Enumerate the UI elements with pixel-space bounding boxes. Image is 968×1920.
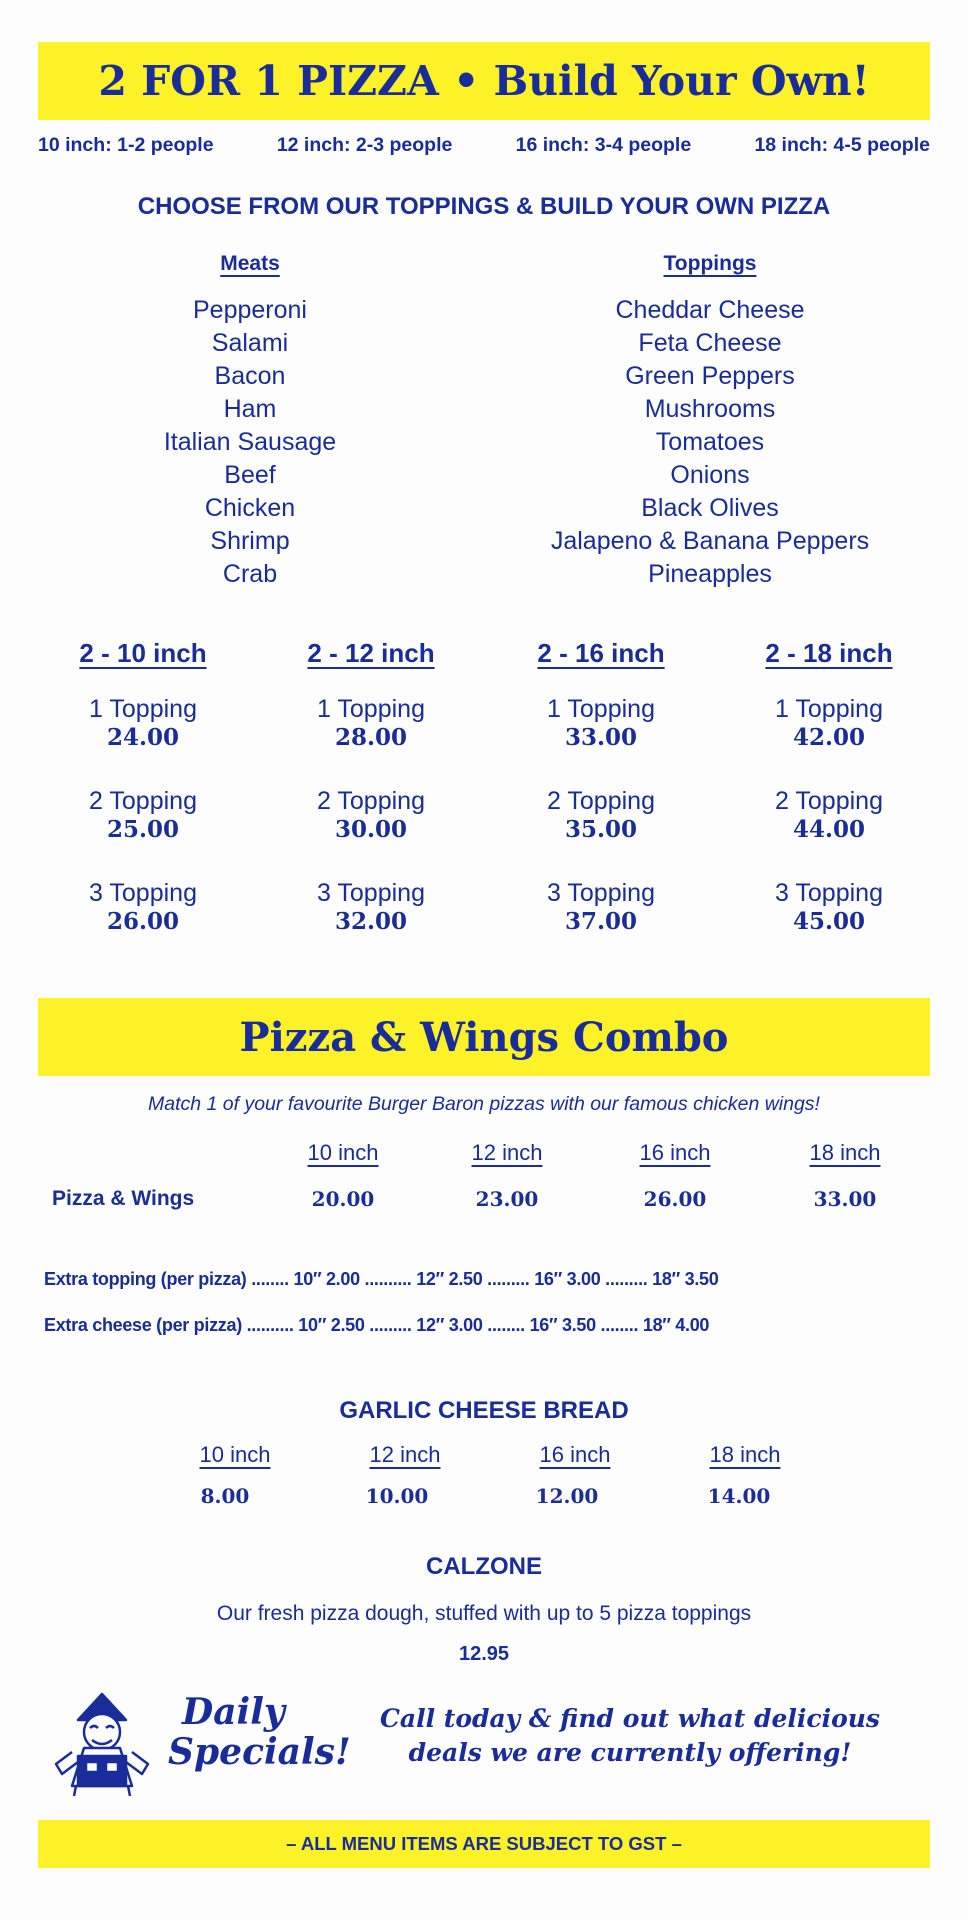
- specials-title-line1: Daily: [182, 1691, 285, 1733]
- meats-heading: Meats: [220, 252, 280, 275]
- calzone-price: 12.95: [458, 1643, 510, 1665]
- meats-column: [130, 252, 370, 591]
- topping-item: Jalapeno & Banana Peppers: [550, 527, 870, 555]
- garlic-size: 18 inch: [709, 1442, 781, 1467]
- garlic-price: 10.00: [365, 1484, 429, 1508]
- price: 32.00: [334, 908, 408, 935]
- combo-price: 33.00: [813, 1187, 877, 1211]
- build-heading: CHOOSE FROM OUR TOPPINGS & BUILD YOUR OWN PIZZA: [137, 193, 831, 220]
- combo-banner: [38, 998, 930, 1076]
- combo-price-row: [0, 1187, 968, 1217]
- price-column-16: [506, 638, 696, 937]
- garlic-bread-title: GARLIC CHEESE BREAD: [339, 1397, 629, 1424]
- calzone-description: Our fresh pizza dough, stuffed with up to 5 pizza toppings: [216, 1602, 752, 1625]
- combo-size: 12 inch: [471, 1140, 543, 1165]
- price: 26.00: [106, 908, 180, 935]
- meat-item: Shrimp: [210, 527, 290, 555]
- specials-title: [168, 1691, 351, 1773]
- price: 44.00: [792, 816, 866, 843]
- topping-item: Feta Cheese: [638, 329, 782, 357]
- combo-price: 20.00: [311, 1187, 375, 1211]
- meat-item: Pepperoni: [193, 296, 307, 324]
- garlic-price: 12.00: [535, 1484, 599, 1508]
- price: 28.00: [334, 724, 408, 751]
- specials-message: [330, 1702, 930, 1770]
- price: 45.00: [792, 908, 866, 935]
- specials-title-line2: Specials!: [168, 1731, 351, 1773]
- combo-size: 16 inch: [639, 1140, 711, 1165]
- serving-size: 12 inch: 2-3 people: [276, 134, 453, 156]
- price-size-heading: 2 - 12 inch: [307, 638, 435, 668]
- price-size-heading: 2 - 18 inch: [765, 638, 893, 668]
- combo-price: 26.00: [643, 1187, 707, 1211]
- topping-item: Cheddar Cheese: [615, 296, 805, 324]
- garlic-price-row: [0, 1484, 968, 1514]
- top-banner: [38, 42, 930, 120]
- garlic-size-row: [0, 1442, 968, 1472]
- meat-item: Italian Sausage: [163, 428, 337, 456]
- topping-item: Tomatoes: [655, 428, 765, 456]
- topping-count: 2 Topping: [317, 787, 425, 815]
- footer-banner: [38, 1820, 930, 1868]
- topping-count: 1 Topping: [317, 695, 425, 723]
- toppings-column: [530, 252, 890, 591]
- price-size-heading: 2 - 10 inch: [79, 638, 207, 668]
- combo-row-label: Pizza & Wings: [52, 1187, 195, 1210]
- combo-tagline: Match 1 of your favourite Burger Baron pizzas with our famous chicken wings!: [148, 1093, 820, 1115]
- topping-count: 3 Topping: [317, 879, 425, 907]
- topping-item: Mushrooms: [644, 395, 776, 423]
- combo-size: 10 inch: [307, 1140, 379, 1165]
- topping-count: 3 Topping: [547, 879, 655, 907]
- meat-item: Ham: [223, 395, 277, 423]
- topping-count: 2 Topping: [775, 787, 883, 815]
- mascot-illustration: [48, 1690, 156, 1800]
- topping-item: Pineapples: [648, 560, 772, 588]
- garlic-size: 16 inch: [539, 1442, 611, 1467]
- topping-count: 2 Topping: [547, 787, 655, 815]
- garlic-price: 8.00: [200, 1484, 250, 1508]
- garlic-size: 12 inch: [369, 1442, 441, 1467]
- combo-title: Pizza & Wings Combo: [239, 1013, 729, 1061]
- calzone-title: CALZONE: [426, 1553, 542, 1580]
- price: 33.00: [564, 724, 638, 751]
- meat-item: Bacon: [214, 362, 286, 390]
- price-column-10: [48, 638, 238, 937]
- price: 24.00: [106, 724, 180, 751]
- price-column-18: [734, 638, 924, 937]
- price: 37.00: [564, 908, 638, 935]
- meat-item: Crab: [222, 560, 278, 588]
- footer-note: – ALL MENU ITEMS ARE SUBJECT TO GST –: [286, 1833, 682, 1854]
- serving-size: 16 inch: 3-4 people: [515, 134, 692, 156]
- topping-item: Black Olives: [641, 494, 779, 522]
- garlic-price: 14.00: [707, 1484, 771, 1508]
- price-size-heading: 2 - 16 inch: [537, 638, 665, 668]
- top-banner-title: 2 FOR 1 PIZZA • Build Your Own!: [98, 57, 870, 105]
- serving-sizes: [38, 134, 930, 157]
- topping-count: 1 Topping: [89, 695, 197, 723]
- combo-size: 18 inch: [809, 1140, 881, 1165]
- price: 35.00: [564, 816, 638, 843]
- garlic-size: 10 inch: [199, 1442, 271, 1467]
- topping-count: 1 Topping: [547, 695, 655, 723]
- topping-item: Onions: [670, 461, 750, 489]
- price-column-12: [276, 638, 466, 937]
- toppings-heading: Toppings: [663, 252, 757, 275]
- combo-price: 23.00: [475, 1187, 539, 1211]
- extra-cheese-line: Extra cheese (per pizza) .......... 10″ 2.50 ......... 12″ 3.00 ........ 16″ 3.50 ........ 18″ 4.00: [44, 1315, 710, 1335]
- serving-size: 10 inch: 1-2 people: [38, 134, 214, 156]
- extra-topping-line: Extra topping (per pizza) ........ 10″ 2.00 .......... 12″ 2.50 ......... 16″ 3.00 ......... 18″ 3.50: [44, 1269, 719, 1289]
- combo-size-row: [0, 1140, 968, 1170]
- meat-item: Chicken: [204, 494, 296, 522]
- price: 30.00: [334, 816, 408, 843]
- specials-message-line1: Call today & find out what delicious: [379, 1704, 880, 1733]
- meat-item: Salami: [211, 329, 289, 357]
- price: 42.00: [792, 724, 866, 751]
- specials-message-line2: deals we are currently offering!: [408, 1738, 852, 1767]
- price: 25.00: [106, 816, 180, 843]
- topping-count: 3 Topping: [89, 879, 197, 907]
- topping-count: 2 Topping: [89, 787, 197, 815]
- meat-item: Beef: [224, 461, 276, 489]
- topping-count: 1 Topping: [775, 695, 883, 723]
- topping-count: 3 Topping: [775, 879, 883, 907]
- topping-item: Green Peppers: [625, 362, 795, 390]
- serving-size: 18 inch: 4-5 people: [754, 134, 930, 156]
